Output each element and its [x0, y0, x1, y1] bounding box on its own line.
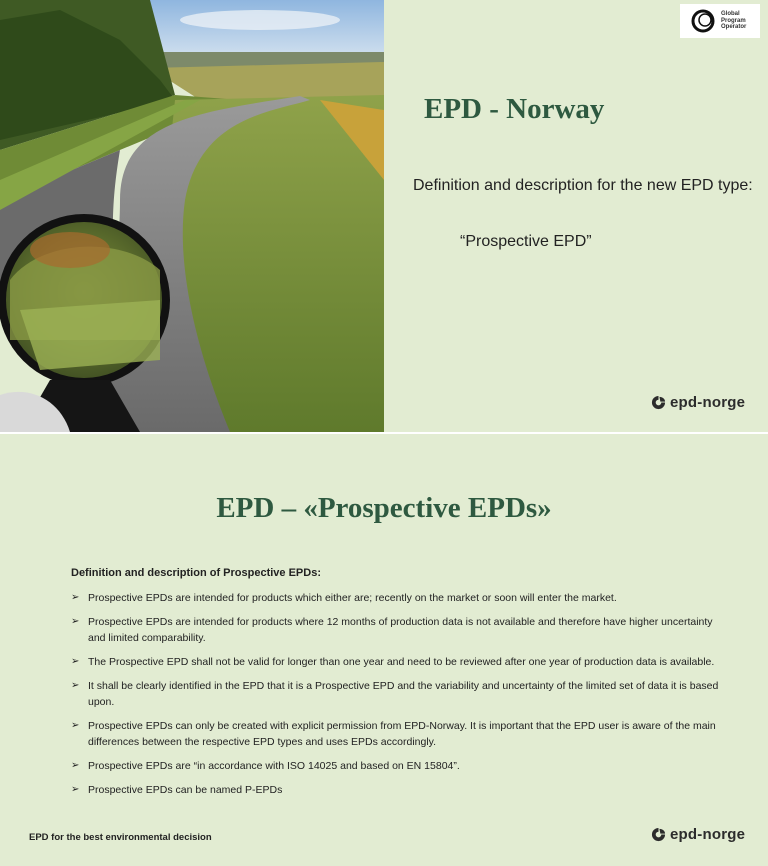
epd-norge-logo	[651, 394, 745, 411]
bullet-text: Prospective EPDs are “in accordance with ISO 14025 and based on EN 15804”.	[88, 760, 460, 772]
gpo-ring-icon	[690, 8, 716, 34]
slide2-title: EPD – «Prospective EPDs»	[216, 492, 552, 524]
arrow-bullet-icon: ➢	[71, 616, 80, 627]
list-item	[71, 654, 721, 670]
epd-norge-leaf-icon	[651, 827, 666, 842]
gpo-badge-text	[721, 11, 746, 31]
global-program-operator-badge	[680, 4, 760, 38]
list-item	[71, 718, 721, 750]
list-item	[71, 678, 721, 710]
slide-epd-norway	[0, 0, 768, 432]
bullet-text: Prospective EPDs are intended for products which either are; recently on the market or soon will enter the market.	[88, 592, 617, 604]
slide-prospective-epds	[0, 434, 768, 866]
bullet-text: Prospective EPDs are intended for products where 12 months of production data is not available and therefore have higher uncertainty and limited comparability.	[88, 616, 713, 644]
slide2-heading: Definition and description of Prospective EPDs:	[71, 567, 321, 579]
bullet-text: Prospective EPDs can be named P-EPDs	[88, 784, 283, 796]
arrow-bullet-icon: ➢	[71, 720, 80, 731]
epd-norge-logo	[651, 826, 745, 843]
epd-norge-wordmark: epd-norge	[670, 394, 746, 411]
arrow-bullet-icon: ➢	[71, 680, 80, 691]
bullet-text: The Prospective EPD shall not be valid for longer than one year and need to be reviewed after one year of production data is available.	[88, 656, 715, 668]
slide1-title: EPD - Norway	[424, 93, 605, 125]
list-item	[71, 614, 721, 646]
epd-norge-leaf-icon	[651, 395, 666, 410]
road-photo	[0, 0, 384, 432]
epd-norge-wordmark: epd-norge	[670, 826, 746, 843]
slide1-definition: Definition and description for the new EPD type:	[413, 177, 753, 194]
definition-bullet-list	[71, 590, 721, 806]
gpo-line-2: Program	[721, 17, 746, 24]
list-item	[71, 758, 721, 774]
bullet-text: Prospective EPDs can only be created with explicit permission from EPD-Norway. It is important that the EPD user is aware of the main differences between the respective EPD types and uses EPDs accordingly.	[88, 720, 716, 748]
gpo-line-1: Global	[721, 11, 740, 18]
road-photo-illustration	[0, 0, 384, 432]
bullet-text: It shall be clearly identified in the EPD that it is a Prospective EPD and the variability and uncertainty of the limited set of data it is based upon.	[88, 680, 719, 708]
list-item	[71, 782, 721, 798]
footer-tagline: EPD for the best environmental decision	[29, 832, 212, 843]
arrow-bullet-icon: ➢	[71, 760, 80, 771]
gpo-line-3: Operator	[721, 24, 747, 31]
arrow-bullet-icon: ➢	[71, 656, 80, 667]
slide1-quote: “Prospective EPD”	[460, 233, 592, 250]
arrow-bullet-icon: ➢	[71, 592, 80, 603]
arrow-bullet-icon: ➢	[71, 784, 80, 795]
list-item	[71, 590, 721, 606]
